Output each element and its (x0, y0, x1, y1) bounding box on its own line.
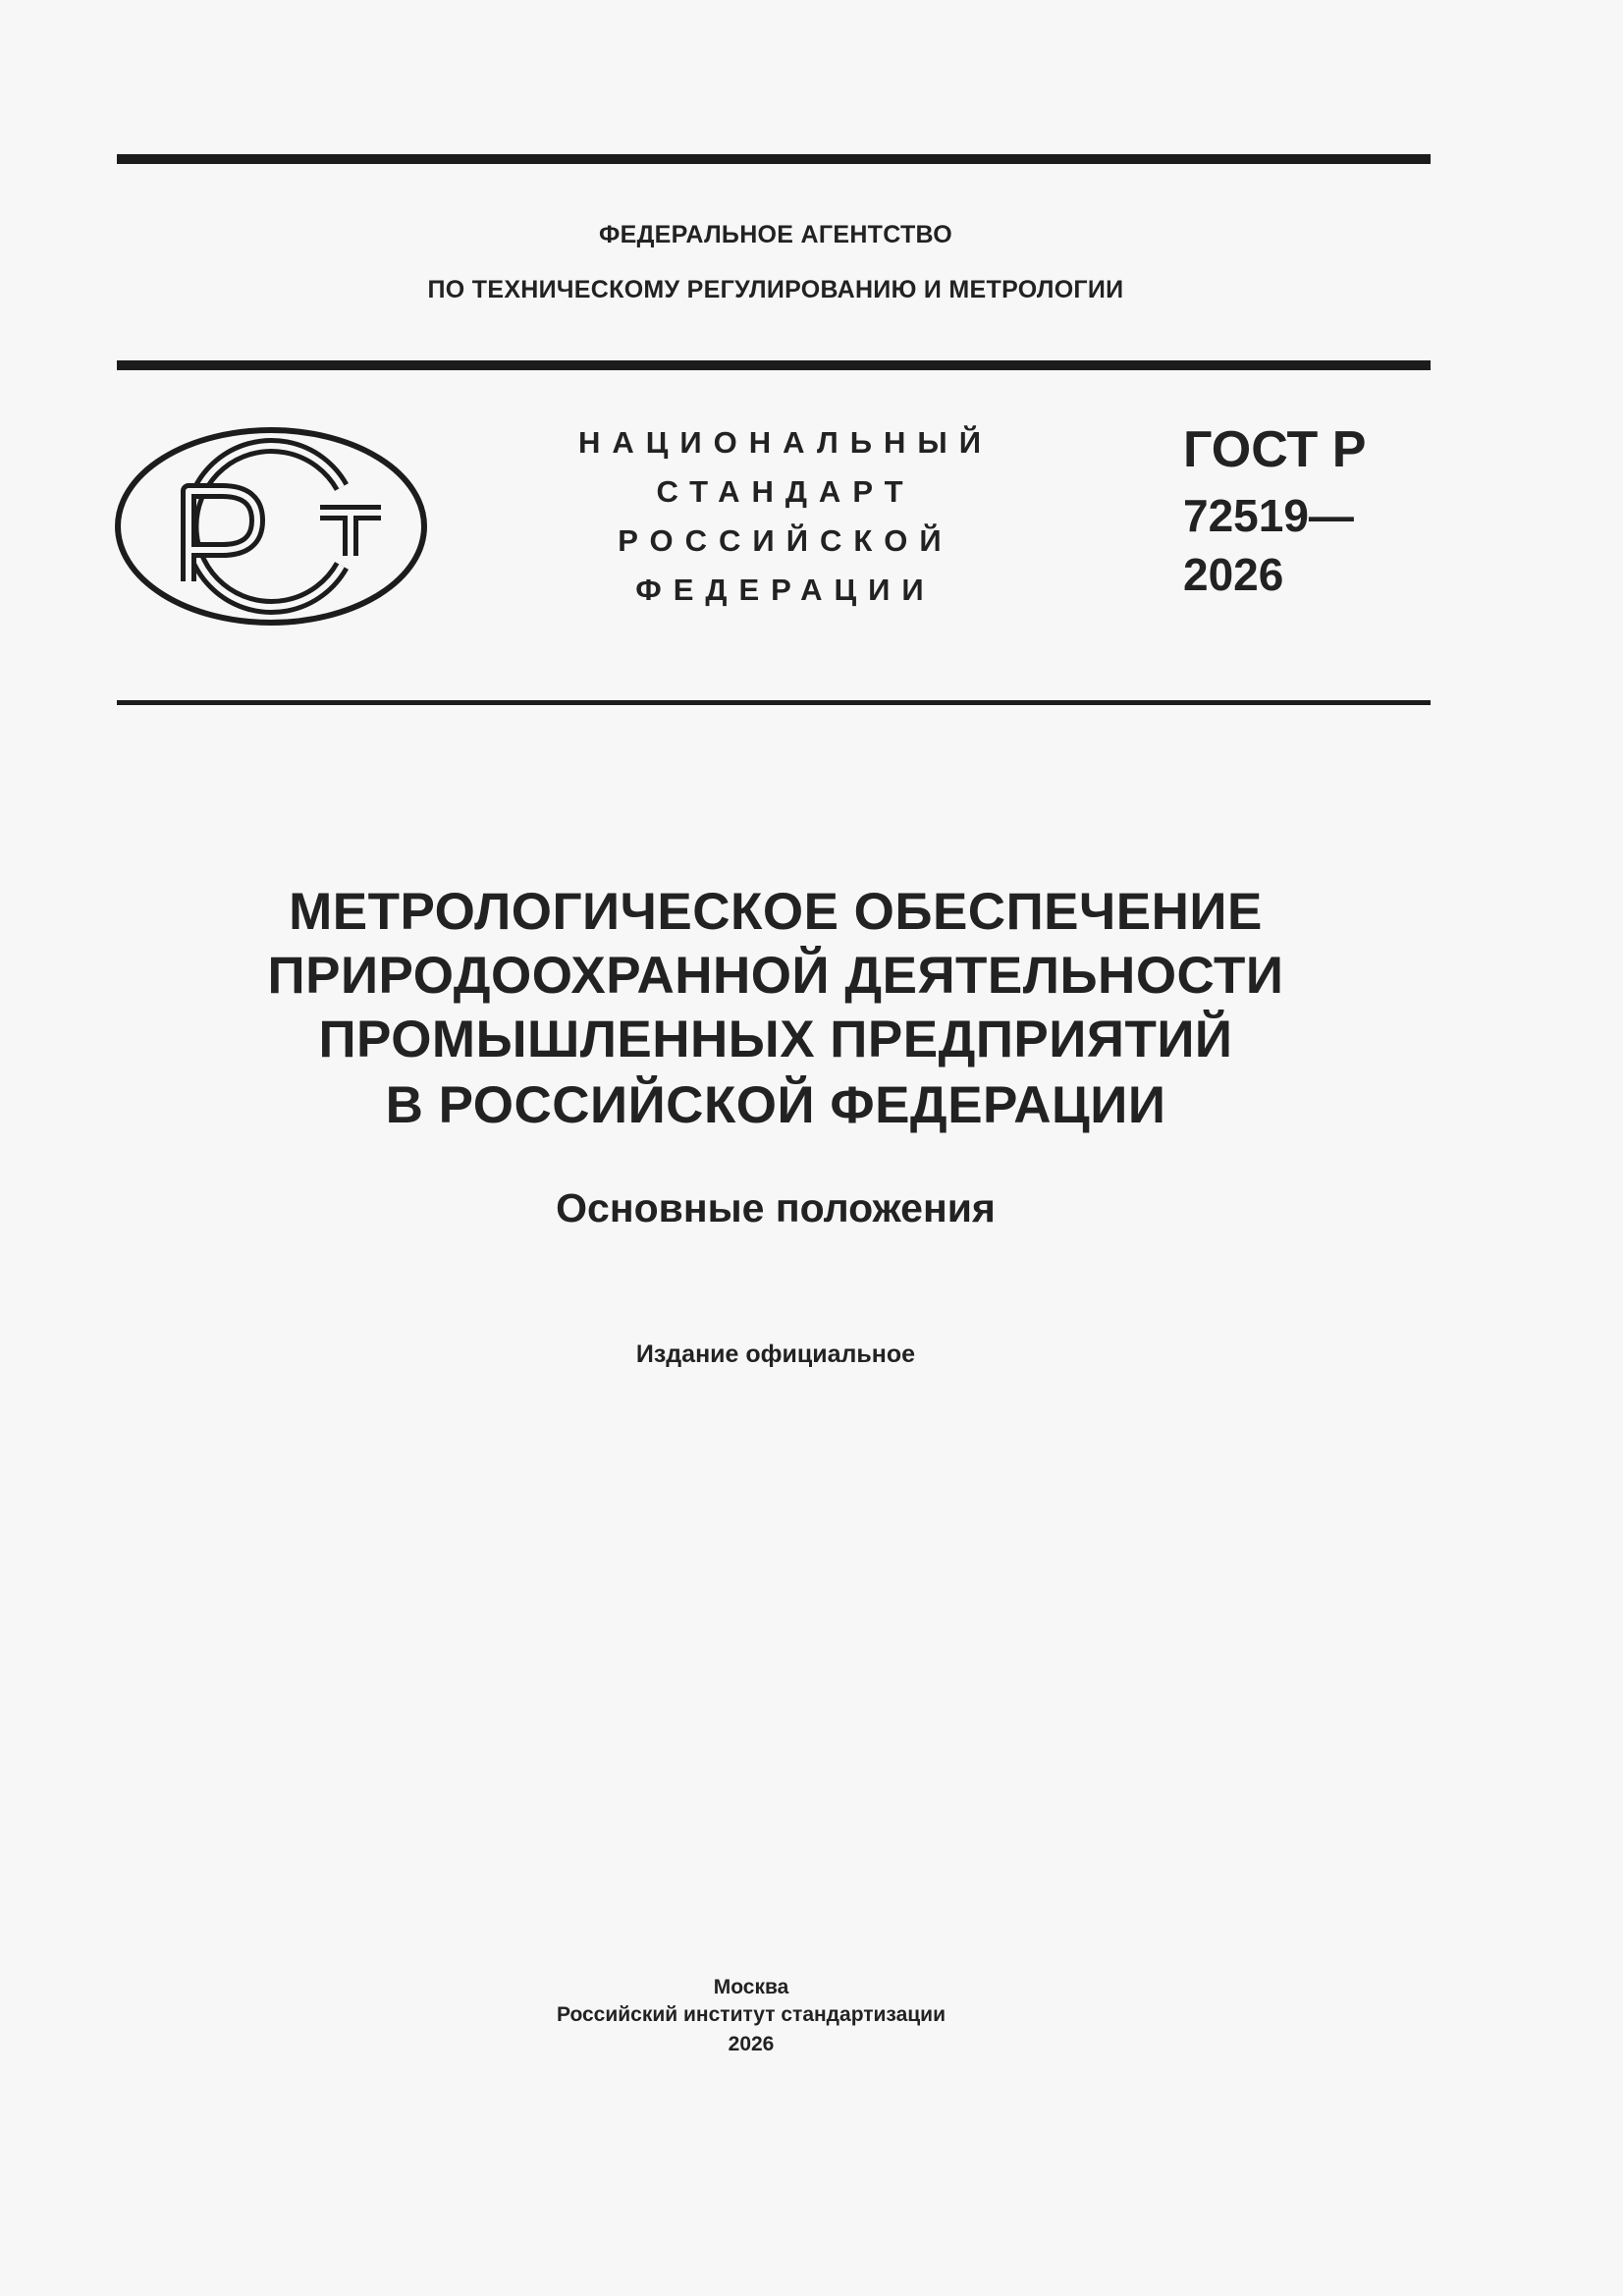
designation-line-2: 72519— (1183, 490, 1354, 541)
header-divider-rule (117, 360, 1431, 370)
standard-type-line-4: ФЕДЕРАЦИИ (635, 573, 936, 607)
standard-type-line-2: СТАНДАРТ (656, 474, 915, 509)
footer-city: Москва (713, 1976, 789, 1998)
standard-type-line-1: НАЦИОНАЛЬНЫЙ (577, 425, 994, 460)
designation-line-3: 2026 (1183, 549, 1284, 600)
subtitle: Основные положения (556, 1185, 996, 1230)
rst-certification-logo-icon (114, 426, 428, 627)
footer-publisher: Российский институт стандартизации (556, 2003, 947, 2026)
title-line-4: В РОССИЙСКОЙ ФЕДЕРАЦИИ (385, 1076, 1166, 1134)
designation-line-1: ГОСТ Р (1183, 421, 1367, 478)
agency-line-2: ПО ТЕХНИЧЕСКОМУ РЕГУЛИРОВАНИЮ И МЕТРОЛОГИИ (427, 276, 1124, 303)
edition-label: Издание официальное (635, 1340, 916, 1368)
agency-line-1: ФЕДЕРАЛЬНОЕ АГЕНТСТВО (598, 221, 953, 248)
title-line-3: ПРОМЫШЛЕННЫХ ПРЕДПРИЯТИЙ (318, 1011, 1233, 1068)
top-rule (117, 154, 1431, 164)
designation-divider-rule (117, 700, 1431, 705)
standard-type-line-3: РОССИЙСКОЙ (618, 523, 953, 558)
title-line-1: МЕТРОЛОГИЧЕСКОЕ ОБЕСПЕЧЕНИЕ (289, 883, 1263, 941)
footer-year: 2026 (728, 2033, 775, 2055)
title-line-2: ПРИРОДООХРАННОЙ ДЕЯТЕЛЬНОСТИ (267, 947, 1284, 1005)
